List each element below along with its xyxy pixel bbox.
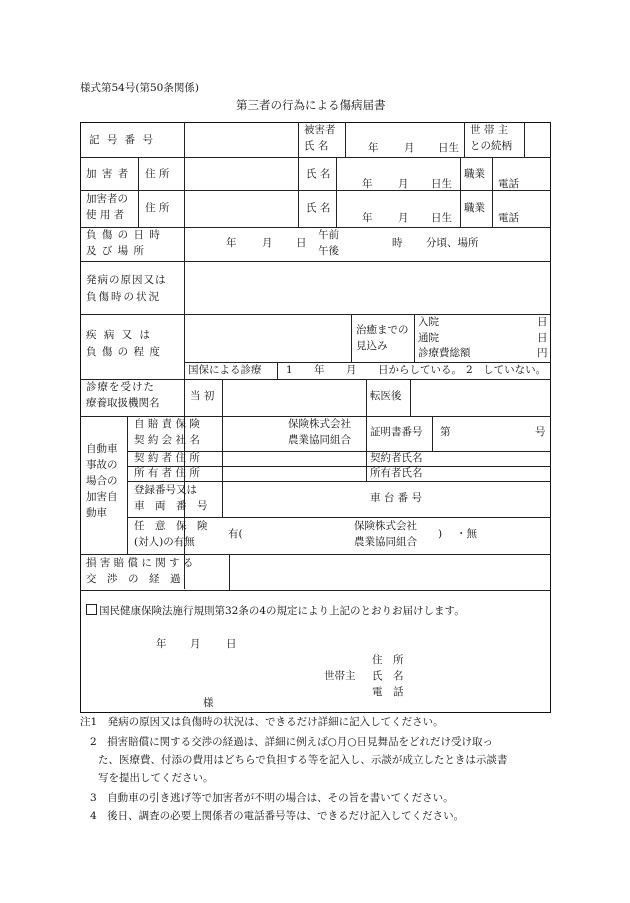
victim-label: 被害者	[304, 124, 336, 136]
cert-number-dai: 第	[440, 426, 451, 438]
negotiation-label-1: 損 害 賠 償 に 関 す る	[86, 557, 194, 569]
declaration-phone-label: 電 話	[372, 686, 404, 698]
declaration-household-head: 世帯主	[324, 670, 356, 682]
registration-label-1: 登録番号又は	[134, 484, 197, 496]
kokuho-since: 日からしている。	[378, 364, 462, 376]
liability-label-1: 自 賠 責 保 険	[134, 418, 200, 430]
note-1: 注1 発病の原因又は負傷時の状況は、できるだけ詳細に記入してください。	[80, 716, 444, 728]
victim-dob-year: 年	[368, 142, 379, 154]
car-accident-label-3: 場合の	[86, 475, 118, 487]
relation-label-1: 世 帯 主	[470, 124, 509, 136]
cert-number-label: 証明書番号	[370, 426, 423, 438]
injury-am: 午前	[318, 229, 339, 241]
perpetrator-address-label: 住 所	[145, 168, 170, 180]
cure-label-2: 見込み	[356, 340, 388, 352]
negotiation-label-2: 交 渉 の 経 過	[86, 573, 181, 585]
employer-dob-month: 月	[398, 212, 409, 224]
note-4: 4 後日、調査の必要上関係者の電話番号等は、できるだけ記入してください。	[90, 810, 465, 822]
injury-datetime-label-1: 負 傷 の 日 時	[86, 229, 161, 241]
injury-minute-place: 分頃、場所	[426, 237, 479, 249]
injury-year: 年	[226, 237, 237, 249]
car-accident-label-1: 自動車	[86, 443, 118, 455]
kokuho-label: 国保による診療	[188, 364, 262, 376]
total-cost-label: 診療費総額	[418, 347, 471, 359]
registration-label-2: 車 両 番 号	[134, 500, 208, 512]
declaration-name-label: 氏 名	[372, 670, 404, 682]
declaration-text: 国民健康保険法施行規則第32条の4の規定により上記のとおりお届けします。	[99, 605, 465, 617]
declaration-checkbox[interactable]	[86, 604, 97, 615]
victim-name-label: 氏 名	[304, 140, 329, 152]
employer-occupation-label: 職業	[464, 202, 485, 214]
voluntary-close-paren: )	[438, 528, 443, 540]
outpatient-days: 日	[537, 332, 548, 344]
employer-label-1: 加害者の	[86, 193, 128, 205]
contractor-address-label: 契 約 者 住 所	[134, 452, 200, 464]
perpetrator-dob-month: 月	[398, 178, 409, 190]
kokuho-option-2: 2 していない。	[466, 364, 547, 376]
injury-day: 日	[296, 237, 307, 249]
disease-label-1: 疾 病 又 は	[86, 329, 153, 341]
declaration-month: 月	[190, 638, 201, 650]
perpetrator-dob-year: 年	[362, 178, 373, 190]
declaration-year: 年	[156, 638, 167, 650]
car-accident-label-5: 動車	[86, 507, 107, 519]
contractor-name-label: 契約者氏名	[370, 452, 423, 464]
injury-month: 月	[262, 237, 273, 249]
owner-name-label: 所有者氏名	[370, 467, 423, 479]
perpetrator-phone-label: 電話	[498, 178, 519, 190]
voluntary-insurance-co: 保険株式会社	[354, 520, 417, 532]
car-accident-label-4: 加害自	[86, 491, 118, 503]
hospital-label-1: 診療を受けた	[86, 381, 155, 393]
cause-label-1: 発病の原因又は	[86, 274, 167, 286]
disease-label-2: 負 傷 の 程 度	[86, 346, 161, 358]
note-3: 3 自動車の引き逃げ等で加害者が不明の場合は、その旨を書いてください。	[90, 792, 454, 804]
form-number: 様式第54号(第50条関係)	[80, 82, 199, 94]
cure-label-1: 治癒までの	[356, 324, 409, 336]
liability-insurance-co: 保険株式会社	[288, 418, 351, 430]
injury-datetime-label-2: 及 び 場 所	[86, 245, 146, 257]
record-number-label: 記 号 番 号	[89, 134, 156, 146]
transfer-hospital-label: 転医後	[370, 390, 402, 402]
victim-dob-day: 日生	[438, 142, 459, 154]
perpetrator-label: 加 害 者	[86, 168, 130, 180]
employer-phone-label: 電話	[498, 212, 519, 224]
declaration-day: 日	[226, 638, 237, 650]
note-2-line-1: 2 損害賠償に関する交渉の経過は、詳細に例えば○月○日見舞品をどれだけ受け取っ	[90, 736, 494, 748]
inpatient-days: 日	[537, 316, 548, 328]
liability-label-2: 契 約 会 社 名	[134, 434, 200, 446]
owner-address-label: 所 有 者 住 所	[134, 467, 200, 479]
employer-name-label: 氏 名	[306, 202, 331, 214]
victim-dob-month: 月	[404, 142, 415, 154]
perpetrator-occupation-label: 職業	[464, 168, 485, 180]
vehicle-number-label: 車 台 番 号	[370, 492, 423, 504]
employer-address-label: 住 所	[145, 202, 170, 214]
liability-agri-coop: 農業協同組合	[288, 434, 351, 446]
note-2-line-3: 写を提出してください。	[98, 772, 214, 784]
inpatient-label: 入院	[418, 316, 439, 328]
voluntary-agri-coop: 農業協同組合	[354, 536, 417, 548]
voluntary-insurance-label-2: (対人)の有無	[134, 536, 195, 548]
relation-label-2: との続柄	[470, 140, 512, 152]
voluntary-no: ・無	[456, 528, 477, 540]
employer-label-2: 使 用 者	[86, 209, 125, 221]
hospital-label-2: 療養取扱機関名	[86, 397, 160, 409]
declaration-statement	[86, 604, 465, 618]
initial-hospital-label: 当 初	[190, 390, 215, 402]
kokuho-month: 月	[346, 364, 357, 376]
declaration-address-label: 住 所	[372, 654, 404, 666]
perpetrator-name-label: 氏 名	[306, 168, 331, 180]
kokuho-year: 年	[314, 364, 325, 376]
form-title: 第三者の行為による傷病届書	[236, 98, 386, 112]
voluntary-yes: 有(	[228, 528, 243, 540]
employer-dob-day: 日生	[431, 212, 452, 224]
cert-number-gou: 号	[535, 426, 546, 438]
car-accident-label-2: 事故の	[86, 459, 118, 471]
injury-hour: 時	[392, 237, 403, 249]
note-2-line-2: た、医療費、付添の費用はどちらで負担する等を記入し、示談が成立したときは示談書	[98, 754, 508, 766]
injury-pm: 午後	[318, 245, 339, 257]
perpetrator-dob-day: 日生	[431, 178, 452, 190]
cause-label-2: 負傷時の状況	[86, 291, 161, 303]
total-cost-yen: 円	[537, 347, 548, 359]
kokuho-option-1: 1	[286, 364, 293, 376]
outpatient-label: 通院	[418, 332, 439, 344]
voluntary-insurance-label-1: 任 意 保 険	[134, 520, 208, 532]
declaration-addressee-sama: 様	[203, 697, 214, 709]
employer-dob-year: 年	[362, 212, 373, 224]
